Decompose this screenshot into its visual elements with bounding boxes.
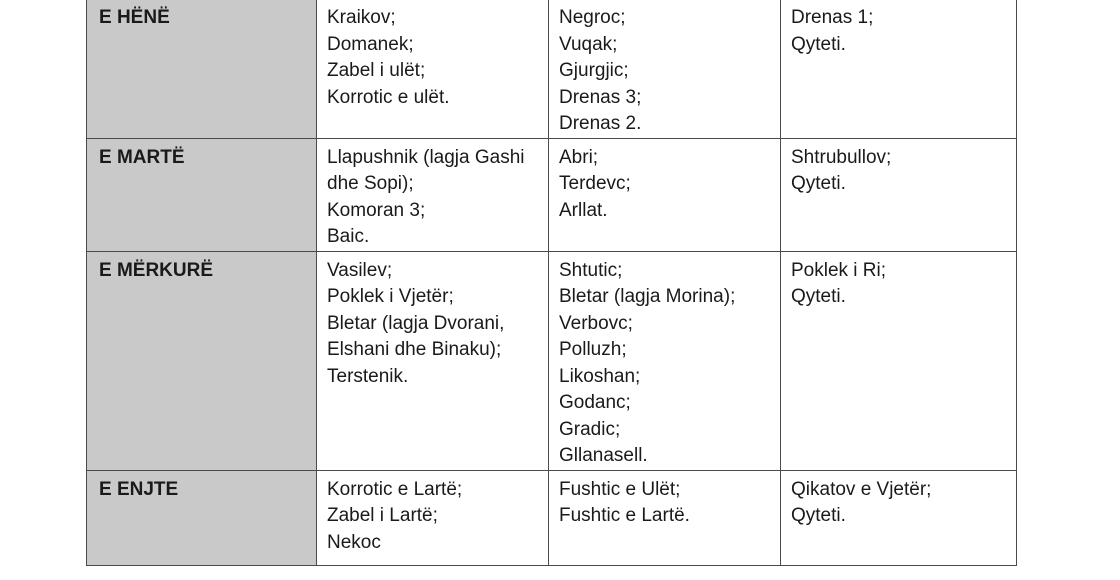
locations-cell: [781, 138, 1017, 251]
location-entry: Llapushnik (lagja Gashi dhe Sopi);: [327, 146, 525, 194]
location-entry: Zabel i Lartë;: [327, 505, 438, 526]
schedule-table: [86, 0, 1017, 566]
location-entry: Bletar (lagja Dvorani, Elshani dhe Binaku);: [327, 312, 505, 360]
locations-cell: [317, 138, 549, 251]
location-entry: Drenas 3;: [559, 86, 642, 108]
locations-cell: [549, 138, 781, 251]
locations-cell: [549, 470, 781, 565]
location-entry: Terdevc;: [559, 173, 631, 194]
table-row: [87, 470, 1017, 565]
location-entry: Vasilev;: [327, 259, 393, 281]
table-row: [87, 138, 1017, 251]
location-entry: Domanek;: [327, 33, 414, 55]
location-entry: Nekoc: [327, 531, 381, 553]
location-entry: Arllat.: [559, 199, 608, 221]
location-entry: Korrotic e Lartë;: [327, 478, 463, 500]
table-row: [87, 0, 1017, 138]
locations-cell: [317, 470, 549, 565]
location-entry: Komoran 3;: [327, 199, 426, 221]
schedule-body: [87, 0, 1017, 565]
location-entry: Poklek i Vjetër;: [327, 286, 454, 307]
location-entry: Shtrubullov;: [791, 146, 892, 168]
day-cell: E ENJTE: [87, 470, 317, 565]
location-entry: Fushtic e Lartë.: [559, 505, 690, 526]
location-entry: Qikatov e Vjetër;: [791, 478, 932, 500]
locations-cell: [781, 470, 1017, 565]
location-entry: Qyteti.: [791, 286, 846, 307]
locations-cell: [317, 0, 549, 138]
location-entry: Gjurgjic;: [559, 60, 629, 81]
day-cell: E MËRKURË: [87, 251, 317, 470]
location-entry: Zabel i ulët;: [327, 60, 426, 81]
location-entry: Polluzh;: [559, 339, 627, 360]
locations-cell: [549, 251, 781, 470]
location-entry: Qyteti.: [791, 33, 846, 55]
location-entry: Shtutic;: [559, 259, 623, 281]
locations-cell: [549, 0, 781, 138]
table-row: [87, 251, 1017, 470]
location-entry: Likoshan;: [559, 365, 641, 387]
locations-cell: [317, 251, 549, 470]
location-entry: Negroc;: [559, 7, 626, 28]
location-entry: Drenas 1;: [791, 7, 874, 28]
location-entry: Terstenik.: [327, 365, 409, 387]
location-entry: Abri;: [559, 146, 599, 168]
location-entry: Korrotic e ulët.: [327, 86, 450, 108]
location-entry: Baic.: [327, 226, 370, 247]
day-cell: E HËNË: [87, 0, 317, 138]
location-entry: Gradic;: [559, 418, 621, 440]
locations-cell: [781, 251, 1017, 470]
location-entry: Fushtic e Ulët;: [559, 478, 681, 500]
location-entry: Kraikov;: [327, 7, 396, 28]
location-entry: Poklek i Ri;: [791, 259, 887, 281]
location-entry: Godanc;: [559, 392, 631, 413]
location-entry: Bletar (lagja Morina);: [559, 286, 736, 307]
location-entry: Verbovc;: [559, 312, 633, 334]
day-cell: E MARTË: [87, 138, 317, 251]
location-entry: Qyteti.: [791, 173, 846, 194]
location-entry: Qyteti.: [791, 505, 846, 526]
location-entry: Gllanasell.: [559, 445, 648, 466]
locations-cell: [781, 0, 1017, 138]
location-entry: Vuqak;: [559, 33, 618, 55]
location-entry: Drenas 2.: [559, 113, 642, 134]
